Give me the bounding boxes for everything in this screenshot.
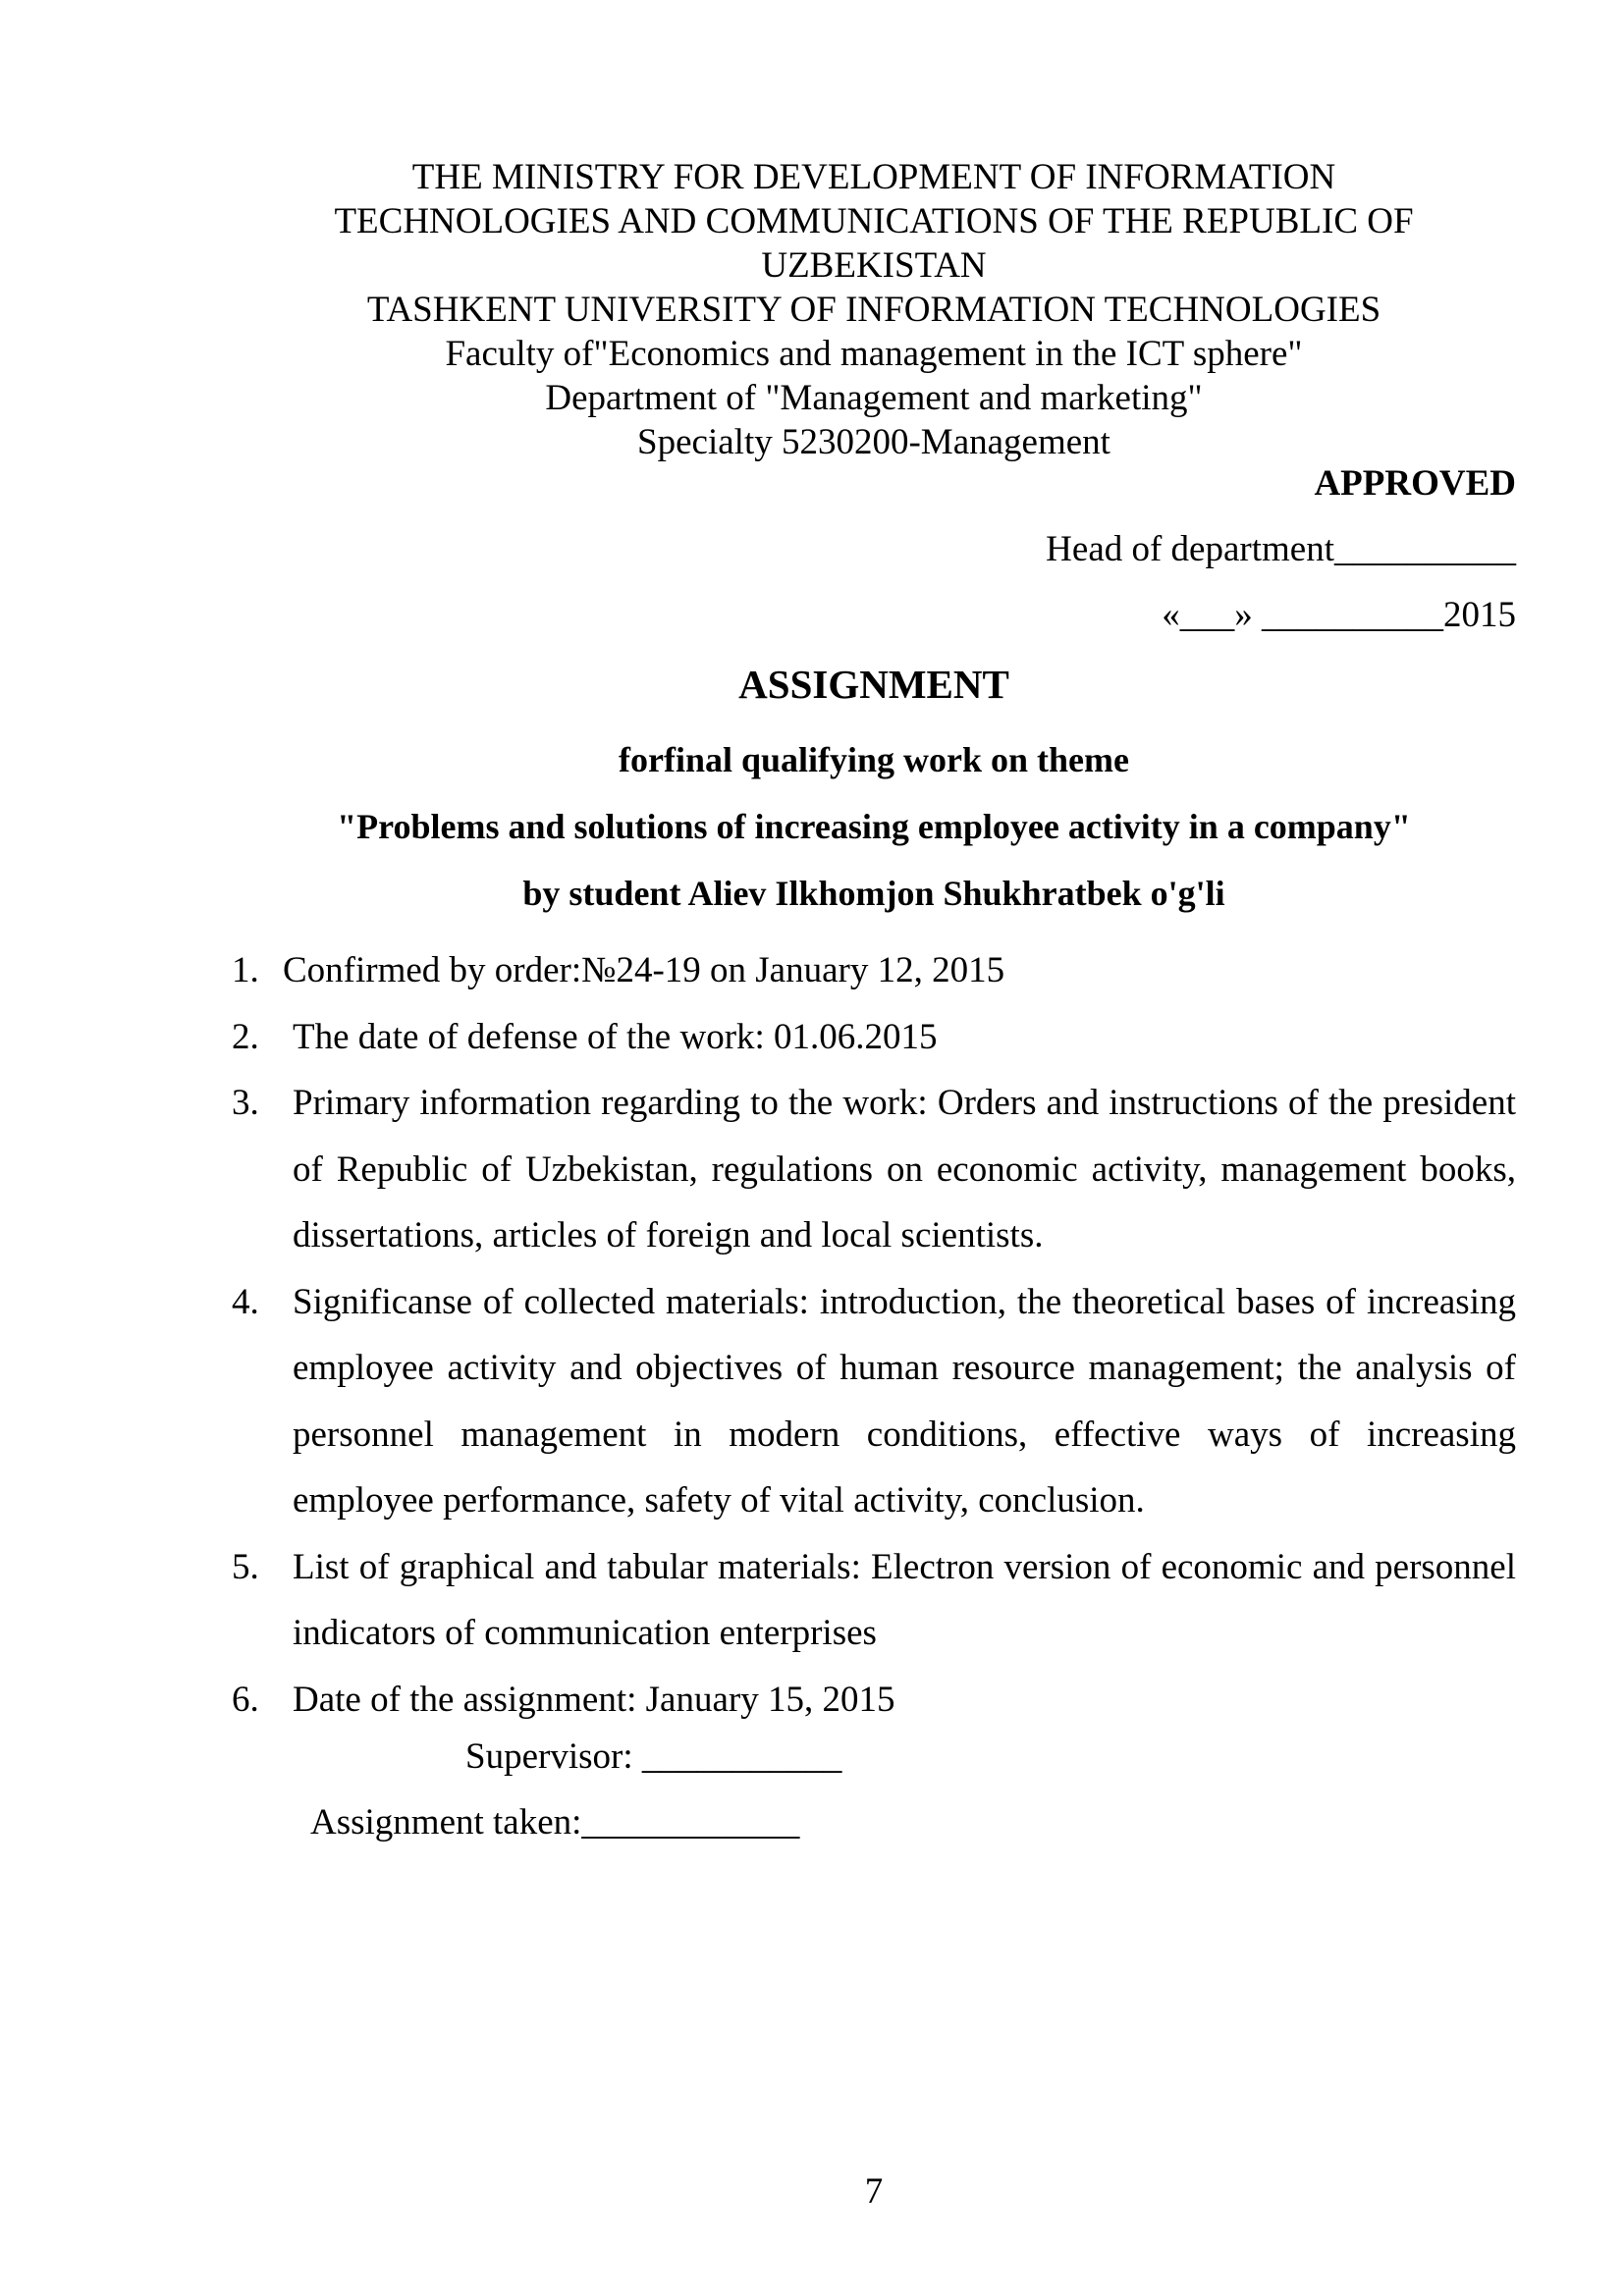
header-line-ministry-2: TECHNOLOGIES AND COMMUNICATIONS OF THE REPUBLIC OF <box>334 201 1414 241</box>
header-line-ministry-3: UZBEKISTAN <box>761 245 987 286</box>
list-item-number: 1. <box>232 950 259 990</box>
head-of-department-line: Head of department__________ <box>1046 529 1516 569</box>
header-line-specialty: Specialty 5230200-Management <box>637 422 1110 462</box>
list-item <box>232 1667 1516 1734</box>
header-line-university: TASHKENT UNIVERSITY OF INFORMATION TECHNOLOGIES <box>366 290 1381 330</box>
header-line-ministry-1: THE MINISTRY FOR DEVELOPMENT OF INFORMATION <box>411 157 1336 197</box>
assignment-subtitle: forfinal qualifying work on theme <box>618 740 1129 779</box>
list-item-text: List of graphical and tabular materials: Electron version of economic and personnel indicators of communication enterprises <box>293 1546 1516 1653</box>
list-item-text: Confirmed by order:№24-19 on January 12, 2015 <box>283 950 1005 990</box>
list-item-text: Primary information regarding to the work: Orders and instructions of the president of Republic of Uzbekistan, regulations on economic activity, management books, dissertations, articles of foreign and local scientists. <box>293 1083 1516 1255</box>
list-item-number: 2. <box>232 1016 259 1057</box>
list-item-number: 3. <box>232 1083 259 1123</box>
supervisor-signature-line: Supervisor: ___________ <box>465 1736 842 1777</box>
document-header <box>236 155 1512 464</box>
approved-label: APPROVED <box>1314 463 1516 504</box>
list-item <box>232 1534 1516 1667</box>
header-line-faculty: Faculty of"Economics and management in the ICT sphere" <box>445 334 1303 374</box>
list-item-text: Date of the assignment: January 15, 2015 <box>293 1679 895 1720</box>
list-item <box>232 937 1516 1004</box>
page-number: 7 <box>864 2171 884 2212</box>
approval-date-line: «___» __________2015 <box>1162 595 1516 635</box>
assignment-title: ASSIGNMENT <box>738 662 1009 707</box>
list-item-number: 4. <box>232 1281 259 1322</box>
assignment-taken-signature-line: Assignment taken:____________ <box>310 1802 800 1842</box>
assignment-student: by student Aliev Ilkhomjon Shukhratbek o'g'li <box>522 874 1225 913</box>
list-item-number: 6. <box>232 1679 259 1720</box>
header-line-department: Department of "Management and marketing" <box>545 378 1203 418</box>
list-item-number: 5. <box>232 1546 259 1587</box>
list-item <box>232 1070 1516 1269</box>
list-item-text: Significanse of collected materials: introduction, the theoretical bases of increasing employee activity and objectives of human resource management; the analysis of personnel management in modern conditions, effective ways of increasing employee performance, safety of vital activity, conclusion. <box>293 1281 1516 1521</box>
list-item-text: The date of defense of the work: 01.06.2015 <box>293 1016 938 1057</box>
assignment-theme: "Problems and solutions of increasing employee activity in a company" <box>337 807 1411 846</box>
assignment-items-list <box>232 937 1516 1733</box>
list-item <box>232 1004 1516 1071</box>
list-item <box>232 1269 1516 1534</box>
